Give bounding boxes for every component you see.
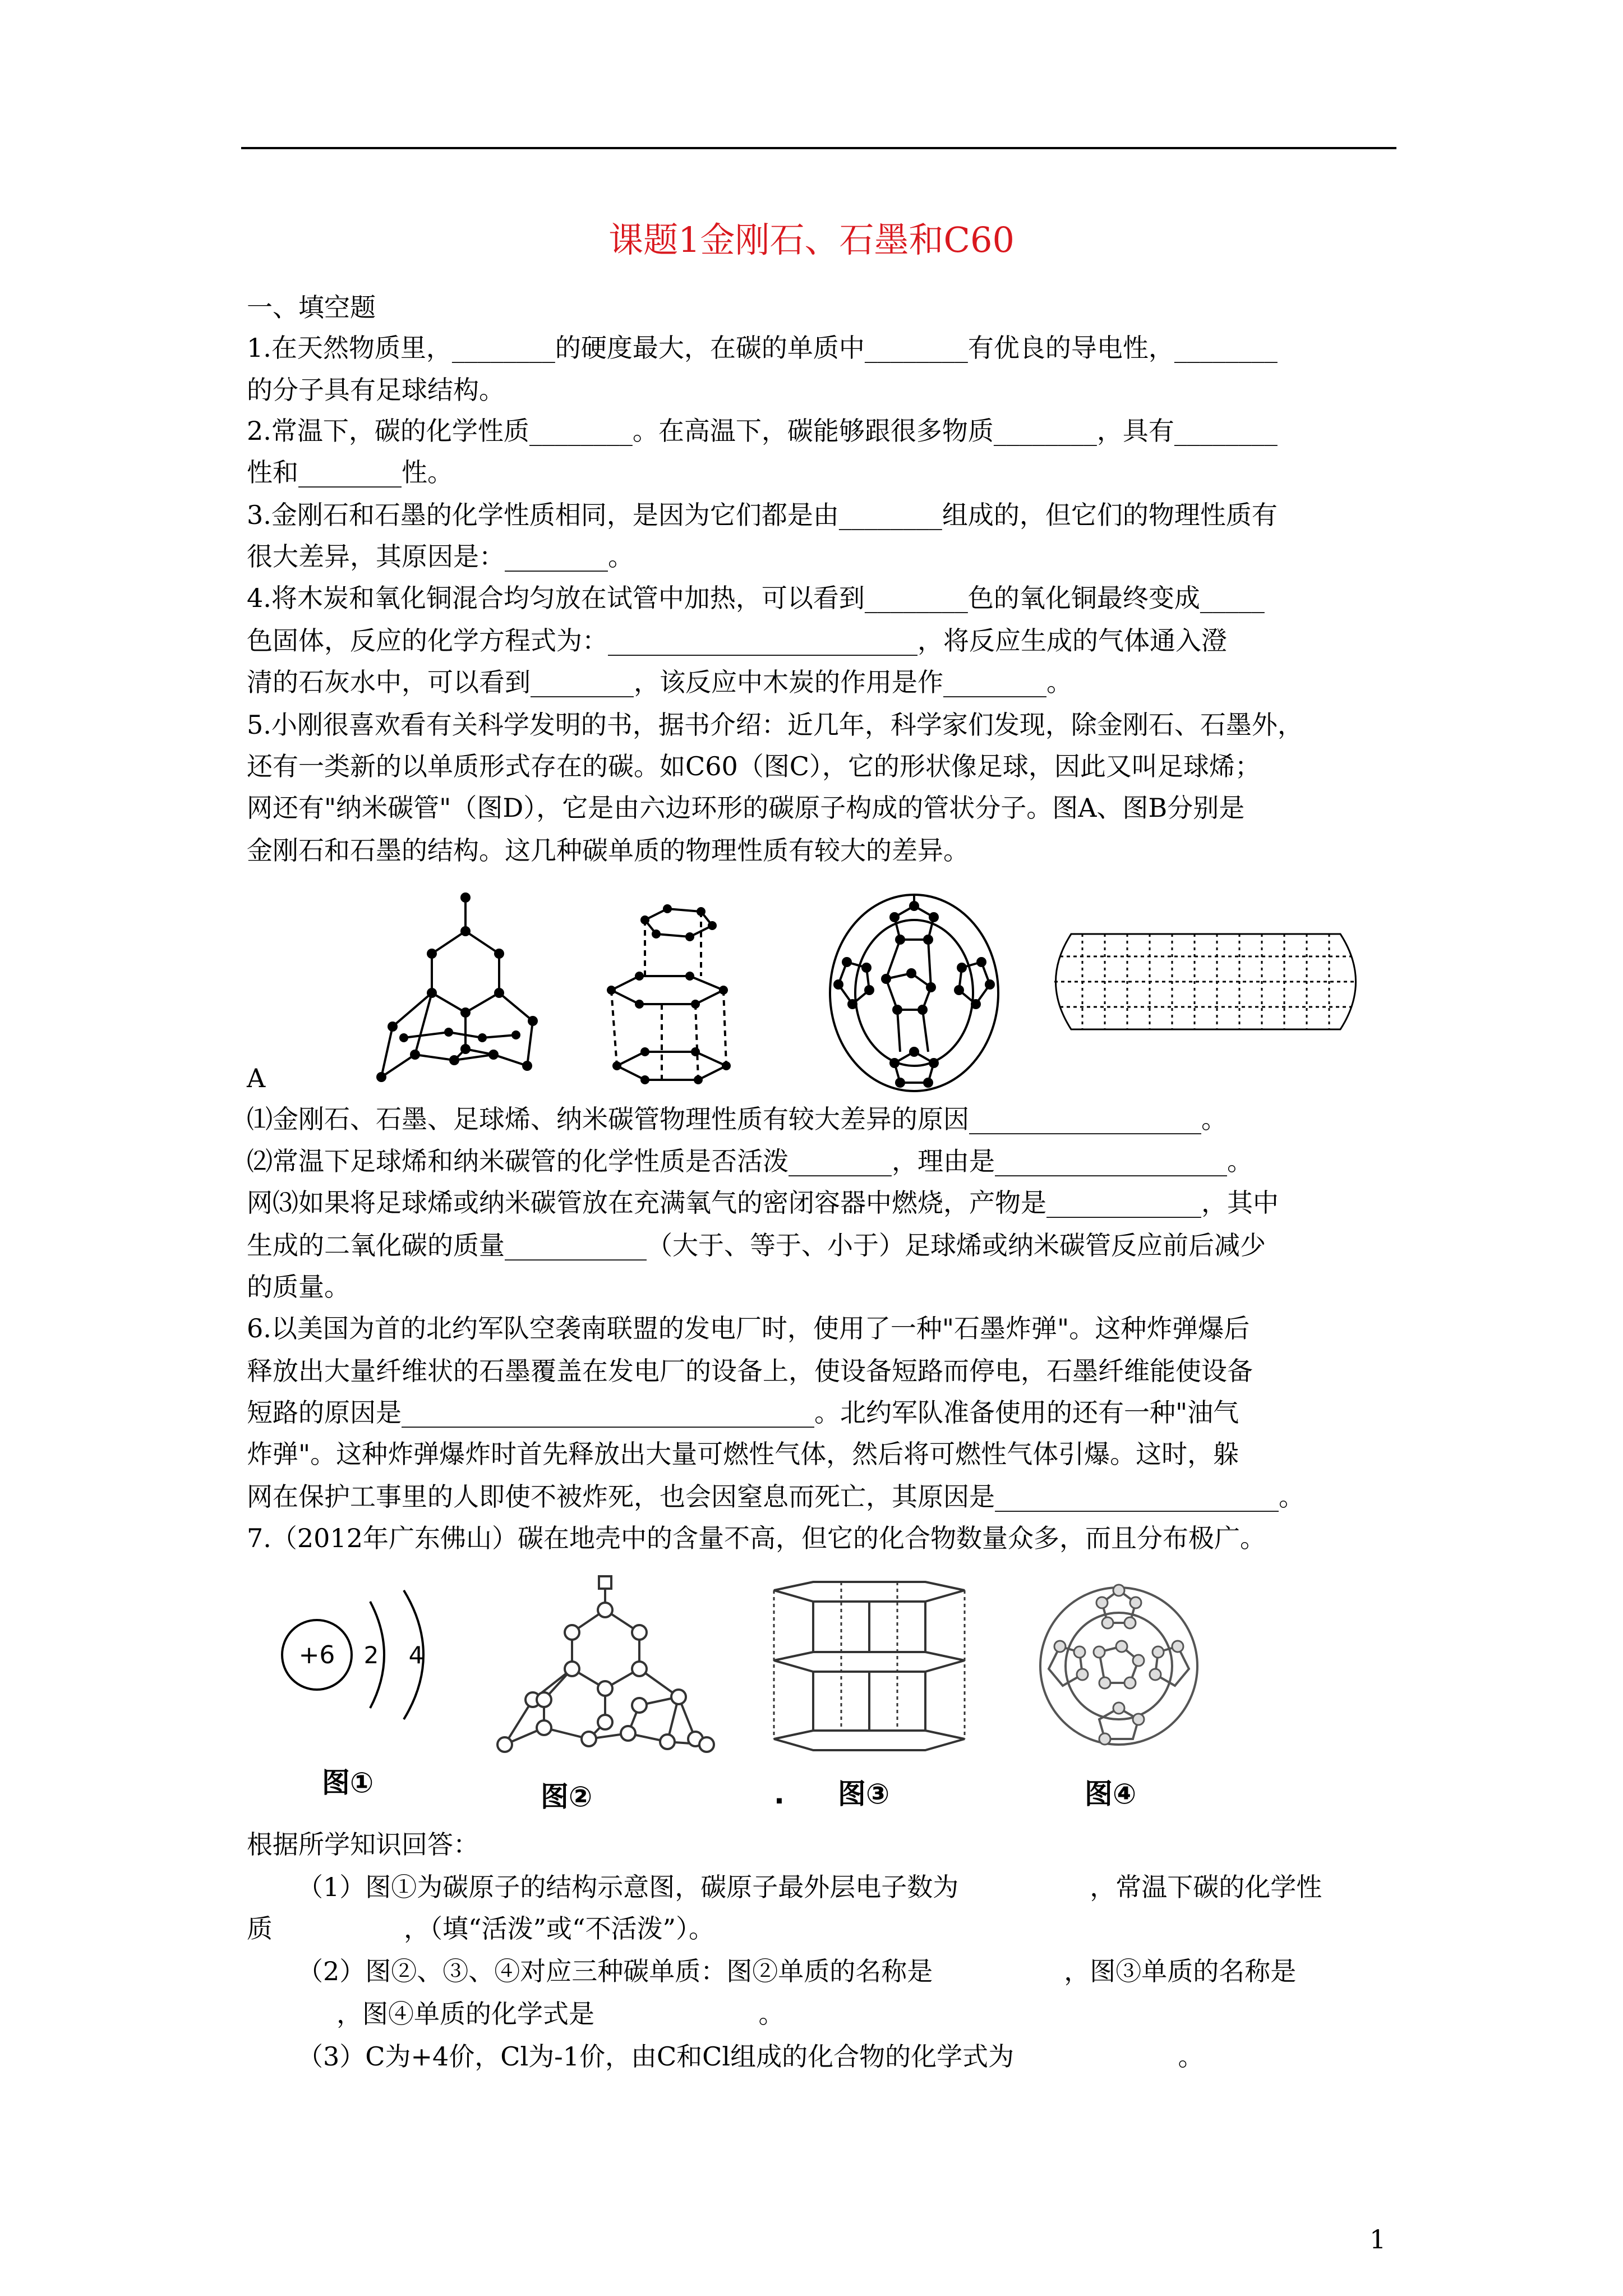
text-line: ⑵常温下足球烯和纳米碳管的化学性质是否活泼________，理由是__________________。 [247, 1146, 1253, 1176]
diamond-structure-figure [359, 886, 561, 1099]
question-2-cont: ，图④单质的化学式是 。 [336, 1999, 785, 2029]
text-line: 炸弹"。这种炸弹爆炸时首先释放出大量可燃性气体，然后将可燃性气体引爆。这时，躲 [247, 1439, 1239, 1469]
graphite-structure-figure [594, 898, 746, 1099]
section-heading: 一、填空题 [247, 292, 376, 323]
text-line: 6.以美国为首的北约军队空袭南联盟的发电厂时，使用了一种"石墨炸弹"。这种炸弹爆后 [247, 1313, 1250, 1343]
text-line: 还有一类新的以单质形式存在的碳。如C60（图C），它的形状像足球，因此又叫足球烯； [247, 751, 1261, 781]
question-2-line: （2）图②、③、④对应三种碳单质：图②单质的名称是 ，图③单质的名称是 [297, 1956, 1297, 1986]
figure-a-label: A [247, 1063, 266, 1093]
page-number: 1 [1370, 2224, 1386, 2254]
text-line: 网⑶如果将足球烯或纳米碳管放在充满氧气的密闭容器中燃烧，产物是____________，其中 [247, 1188, 1279, 1218]
caption-fig-4: 图④ [1084, 1778, 1137, 1810]
text-line: 的分子具有足球结构。 [247, 375, 505, 405]
text-line: 7.（2012年广东佛山）碳在地壳中的含量不高，但它的化合物数量众多，而且分布极广。 [247, 1523, 1266, 1553]
nucleus-charge: +6 [298, 1641, 335, 1669]
caption-fig-2: 图② [540, 1780, 593, 1813]
text-line: 很大差异，其原因是：________。 [247, 541, 634, 572]
text-line: ⑴金刚石、石墨、足球烯、纳米碳管物理性质有较大差异的原因__________________。 [247, 1104, 1227, 1134]
caption-dot: . [774, 1778, 785, 1810]
text-line: 色固体，反应的化学方程式为：________________________，将反应生成的气体通入澄 [247, 625, 1227, 656]
caption-fig-3: 图③ [837, 1778, 890, 1810]
text-line: 生成的二氧化碳的质量___________（大于、等于、小于）足球烯或纳米碳管反应前后减少 [247, 1230, 1266, 1260]
text-line: 2.常温下，碳的化学性质________。在高温下，碳能够跟很多物质________，具有________ [247, 416, 1278, 446]
question-3-line: （3）C为+4价，Cl为-1价，由C和Cl组成的化合物的化学式为 。 [297, 2041, 1204, 2072]
page-title: 课题1金刚石、石墨和C60 [608, 219, 1015, 260]
diamond-ball-model-figure [482, 1571, 735, 1818]
text-line: 网在保护工事里的人即使不被炸死，也会因窒息而死亡，其原因是______________________。 [247, 1481, 1304, 1512]
text-line: 释放出大量纤维状的石墨覆盖在发电厂的设备上，使设备短路而停电，石墨纤维能使设备 [247, 1356, 1253, 1386]
text-line: 1.在天然物质里，________的硬度最大，在碳的单质中________有优良的导电性，________ [247, 333, 1278, 363]
text-line: 清的石灰水中，可以看到________，该反应中木炭的作用是作________。 [247, 667, 1072, 697]
question-1-line: （1）图①为碳原子的结构示意图，碳原子最外层电子数为 ，常温下碳的化学性 [297, 1872, 1322, 1902]
carbon-atom-diagram [264, 1579, 454, 1815]
text-line: 短路的原因是________________________________。北约军队准备使用的还有一种"油气 [247, 1397, 1239, 1428]
text-line: 网还有"纳米碳管"（图D），它是由六边环形的碳原子构成的管状分子。图A、图B分别是 [247, 793, 1245, 823]
text-line: 3.金刚石和石墨的化学性质相同，是因为它们都是由________组成的，但它们的物理性质有 [247, 500, 1278, 530]
shell-1-electrons: 2 [363, 1641, 379, 1669]
carbon-nanotube-figure [1038, 926, 1374, 1038]
caption-fig-1: 图① [321, 1766, 374, 1799]
text-line: 4.将木炭和氧化铜混合均匀放在试管中加热，可以看到________色的氧化铜最终变成_____ [247, 583, 1265, 613]
shell-2-electrons: 4 [408, 1641, 424, 1669]
graphite-layer-figure [757, 1576, 981, 1818]
text-line: 根据所学知识回答： [247, 1829, 479, 1860]
fullerene-c60-figure [819, 884, 1009, 1102]
c60-ball-model-figure [1026, 1579, 1211, 1818]
header-rule [241, 147, 1396, 149]
text-line: 5.小刚很喜欢看有关科学发明的书，据书介绍：近几年，科学家们发现，除金刚石、石墨外， [247, 710, 1303, 740]
text-line: 性和________性。 [247, 457, 453, 487]
question-1-cont: 质 ，（填“活泼”或“不活泼”）。 [247, 1913, 715, 1944]
text-line: 的质量。 [247, 1272, 350, 1302]
text-line: 金刚石和石墨的结构。这几种碳单质的物理性质有较大的差异。 [247, 835, 969, 866]
